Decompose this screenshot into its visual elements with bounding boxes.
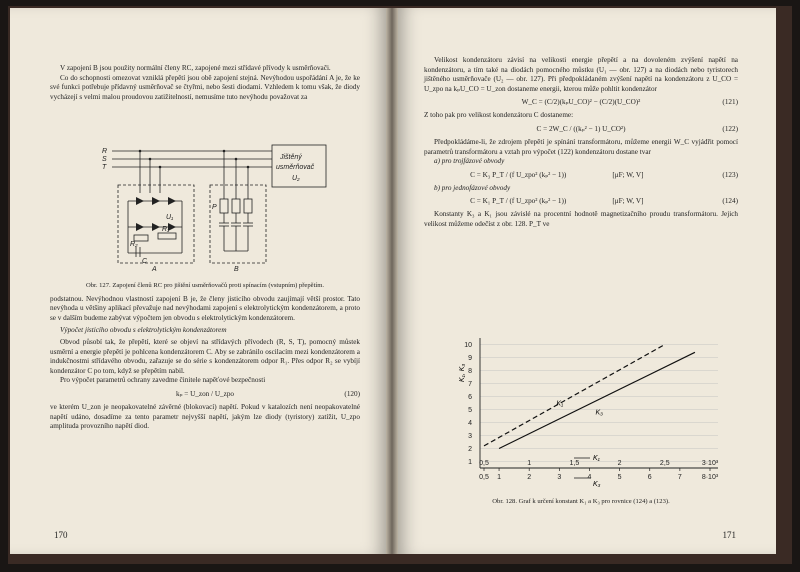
equation-120 — [50, 386, 360, 403]
chart-x-tick-bottom: 3 — [557, 474, 562, 481]
equation-123-formula: C = K₃ P_T / (f U_zpo² (kₚ² − 1)) — [470, 170, 567, 179]
equation-123-number: (123) — [722, 170, 738, 179]
right-caption-wrap — [424, 494, 738, 511]
figure-127-caption: Obr. 127. Zapojení členů RC pro jištění usměrňovačů proti spínacím (vstupním) přepětím. — [85, 282, 325, 289]
rectifier-box-line3: U₂ — [292, 175, 300, 182]
chart-y-tick: 4 — [468, 420, 472, 427]
equation-122-formula: C = 2W_C / ((kₚ² − 1) U_CO²) — [536, 124, 626, 133]
chart-y-tick: 10 — [464, 342, 472, 349]
figure-label-p: P — [212, 204, 217, 211]
item-a: a) pro trojfázové obvody — [434, 157, 505, 166]
chart-y-tick: 9 — [468, 355, 472, 362]
chart-x-tick-bottom: 5 — [617, 474, 622, 481]
chart-y-tick: 8 — [468, 368, 472, 375]
equation-122 — [424, 121, 738, 138]
left-para-3: podstatnou. Nevýhodnou vlastností zapojení B je, že členy jisticího obvodu zaujímají větší prostor. Tato nevýhoda u většiny aplikací převažuje nad nevýhodami zapojení s elektrolytickým kondenzátorem, a proto se v dalším budeme zabývat výpočtem jen obvodu s elektrolytickým kondenzátorem. — [50, 294, 360, 322]
series-k1-line — [484, 345, 665, 446]
rectifier-box-line2: usměrňovač — [276, 164, 315, 171]
equation-120-formula: kₚ = U_zon / U_zpo — [175, 389, 235, 398]
chart-y-label: K₁, K₃ — [459, 363, 466, 382]
series-k3-label: K₃ — [595, 409, 603, 417]
chart-y-tick: 1 — [468, 459, 472, 466]
chart-y-tick: 3 — [468, 433, 472, 440]
left-para-2: Co do schopnosti omezovat vzniklá přepětí jsou obě zapojení stejná. Nevýhodou uspořádání A je, že ke své funkci potřebuje přídavný usměrňovač se čtyřmi, nebo šesti diodami. Vzhledem k tomu však, že diody vycházejí s velmi malou proudovou zatižitelností, nemusíme tuto nevýhodu považovat za — [50, 73, 360, 101]
chart-y-tick: 6 — [468, 394, 472, 401]
left-para-4: Obvod působí tak, že přepětí, které se objeví na střídavých přívodech (R, S, T), pomocný můstek usměrní a energie přepětí je pohlcena kondenzátorem C. Aby se zabránilo oscilacím mezi kondenzátorem a indukčnostmi střídavého obvodu, zařazuje se do série s kondenzátorem odpor R₁. Přes odpor R₂ se vybíjí kondenzátor C po tom, když se přepětím nabil. — [50, 337, 360, 375]
circuit-figure-127 — [100, 143, 340, 273]
equation-124-formula: C = K₁ P_T / (f U_zpo² (kₚ² − 1)) — [470, 197, 567, 206]
right-para-4: Konstanty K₃ a K₁ jsou závislé na procentní hodnotě magnetizačního proudu transformátoru. Jejich velikost můžeme odečíst z obr. 128. P_T ve — [424, 210, 738, 228]
chart-x-tick-top: 2,5 — [659, 460, 670, 467]
chart-x-tick-top: 2 — [617, 460, 622, 467]
left-page-text-bottom — [50, 278, 360, 432]
right-page-number: 171 — [722, 530, 736, 540]
left-page-text-top — [50, 64, 360, 102]
figure-label-c: C — [142, 258, 148, 265]
equation-122-number: (122) — [722, 124, 738, 133]
chart-x-tick-bottom: 6 — [647, 474, 652, 481]
chart-x-tick-bottom: 2 — [527, 474, 532, 481]
left-para-1: V zapojení B jsou použity normální členy RC, zapojené mezi střídavé přívody k usměrňovači. — [60, 64, 331, 72]
chart-x-tick-bottom: 7 — [677, 474, 682, 481]
chart-x-tick-bottom: 0,5 — [479, 474, 489, 481]
figure-label-u1: U₁ — [166, 214, 174, 221]
chart-x-tick-top: 1,5 — [569, 460, 580, 467]
equation-124-number: (124) — [722, 197, 738, 206]
equation-120-number: (120) — [344, 389, 360, 398]
chart-y-tick: 7 — [468, 381, 472, 388]
equation-124-units: [μF; W, V] — [612, 197, 644, 206]
figure-label-a: A — [152, 266, 157, 273]
left-para-6: ve kterém U_zon je neopakovatelné závěrné (blokovací) napětí. Pokud v katalozích není neopakovatelné napětí udáno, dosadíme za tento parametr nejvyšší napětí, jakým lze diody (tyristory) zatížit, U_zpo amplituda provozního napětí diod. — [50, 402, 360, 431]
chart-figure-128 — [456, 330, 746, 490]
right-para-2: Z toho pak pro velikost kondenzátoru C dostaneme: — [424, 111, 574, 120]
right-para-1: Velikost kondenzátoru závisí na velikosti energie přepětí a na dovoleném zvýšení napětí na kondenzátoru, a tím také na diodách pomocného můstku (U₁ — obr. 127) a na diodách nebo tyristorech jištěného usměrňovače (U₂ — obr. 127). Při předpokládaném zvýšení napětí na kondenzátoru z U_CO = U_zpo na kₚU_CO = U_zon dostaneme energii, kterou může pohltit kondenzátor — [424, 56, 738, 93]
figure-label-r2: R₂ — [130, 241, 138, 248]
chart-y-tick: 2 — [468, 446, 472, 453]
figure-label-r1: R₁ — [162, 226, 170, 233]
right-page-text — [424, 56, 738, 230]
figure-128-caption: Obr. 128. Graf k určení konstant K₁ a K₃ pro rovnice (124) a (123). — [492, 498, 670, 505]
equation-124 — [424, 193, 738, 210]
chart-x-tick-top: 0,5 — [479, 460, 489, 467]
equation-121-number: (121) — [722, 98, 738, 107]
right-para-3: Předpokládáme-li, že zdrojem přepětí je spínání transformátoru, můžeme energii W_C vyjádřit pomocí parametrů transformátoru a vztah pro výpočet (122) kondenzátoru dostane tvar — [424, 137, 738, 156]
legend-k3: K₃ — [593, 481, 601, 488]
chart-y-tick: 5 — [468, 407, 472, 414]
chart-x-tick-bottom: 4 — [587, 474, 592, 481]
equation-123-units: [μF; W, V] — [612, 170, 644, 179]
left-page — [10, 8, 386, 554]
book-gutter — [386, 8, 398, 554]
equation-121 — [424, 94, 738, 111]
left-para-5: Pro výpočet parametrů ochrany zavedme činitele napěťové bezpečnosti — [60, 376, 266, 385]
equation-123 — [424, 167, 738, 184]
item-b: b) pro jednofázové obvody — [434, 183, 511, 192]
chart-x-tick-top: 1 — [527, 460, 532, 467]
left-page-number: 170 — [54, 530, 68, 540]
equation-121-formula: W_C = (C/2)(kₚU_CO)² − (C/2)(U_CO)² — [521, 98, 641, 107]
line-label-t: T — [102, 164, 107, 171]
chart-x-tick-top: 3·10³ — [701, 460, 719, 467]
figure-label-b: B — [234, 266, 239, 273]
line-label-s: S — [102, 156, 107, 163]
section-heading: Výpočet jisticího obvodu s elektrolytickým kondenzátorem — [60, 326, 227, 335]
legend-k1: K₁ — [593, 455, 600, 462]
chart-x-tick-bottom: 8·10³ — [701, 474, 719, 481]
right-page — [398, 8, 776, 554]
series-k1-label: K₁ — [556, 400, 564, 408]
rectifier-box-line1: Jištěný — [280, 154, 302, 161]
series-k3-line — [499, 352, 695, 448]
chart-x-tick-bottom: 1 — [497, 474, 502, 481]
line-label-r: R — [102, 148, 108, 155]
